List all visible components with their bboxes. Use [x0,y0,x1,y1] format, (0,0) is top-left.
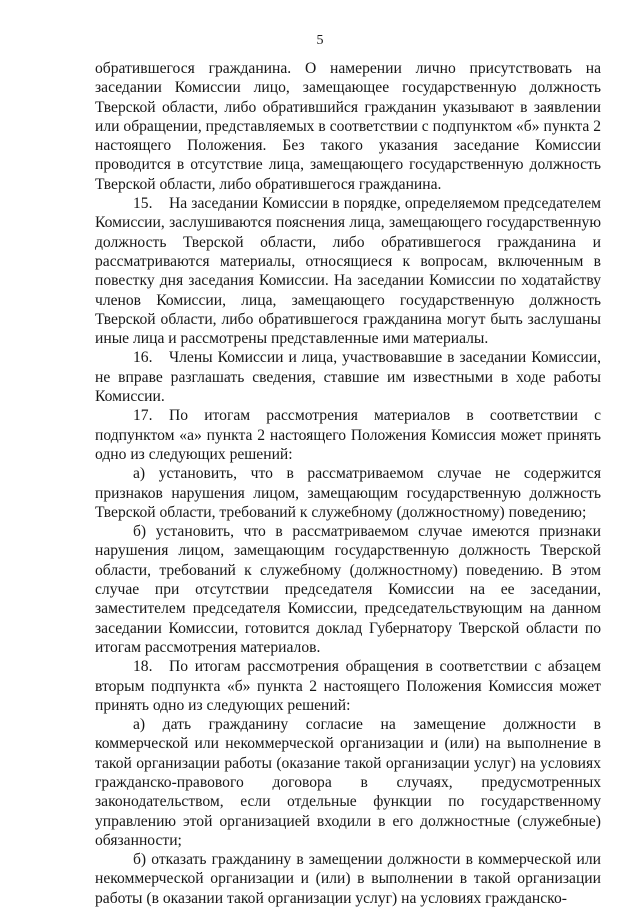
paragraph-text: Члены Комиссии и лица, участвовавшие в заседании Комиссии, не вправе разглашать сведения, ставшие им известными в ходе работы Комиссии. [95,349,601,406]
item-number: 16. [133,349,153,367]
paragraph-subitem-17a [95,464,601,522]
paragraph-subitem-18a [95,715,601,850]
paragraph-item-15 [95,194,601,348]
item-number: 18. [133,658,153,676]
paragraph-text: а) дать гражданину согласие на замещение должности в коммерческой или некоммерческой организации и (или) на выполнение в такой организации работы (оказание такой организации услуг) на условиях гражданско-правового договора в случаях, предусмотренных законодательством, если отдельные функции по государственному управлению этой организацией входили в его должностные (служебные) обязанности; [95,716,601,849]
item-number: 15. [133,195,153,213]
item-number: 17. [133,407,153,425]
paragraph-subitem-17b [95,522,601,657]
document-body [95,59,601,908]
paragraph-text: а) установить, что в рассматриваемом случае не содержится признаков нарушения лицом, замещающим государственную должность Тверской области, требований к служебному (должностному) поведению; [95,465,601,521]
paragraph-subitem-18b [95,850,601,908]
paragraph-text: б) отказать гражданину в замещении должности в коммерческой или некоммерческой организации и (или) в выполнении в такой организации работы (в оказании такой организации услуг) на условиях гражданско- [95,851,601,907]
paragraph-continuation [95,59,601,194]
paragraph-item-17 [95,406,601,464]
page-number: 5 [316,33,324,48]
paragraph-text: По итогам рассмотрения обращения в соответствии с абзацем вторым подпункта «б» пункта 2 настоящего Положения Комиссия может принять одно из следующих решений: [95,658,601,714]
paragraph-text: По итогам рассмотрения материалов в соответствии с подпунктом «а» пункта 2 настоящего Положения Комиссия может принять одно из следующих решений: [95,407,601,463]
paragraph-item-16 [95,348,601,406]
paragraph-text: обратившегося гражданина. О намерении лично присутствовать на заседании Комиссии лицо, замещающее государственную должность Тверской области, либо обратившийся гражданин указывают в заявлении или обращении, представляемых в соответствии с подпунктом «б» пункта 2 настоящего Положения. Без такого указания заседание Комиссии проводится в отсутствие лица, замещающего государственную должность Тверской области, либо обратившегося гражданина. [95,60,601,193]
paragraph-item-18 [95,657,601,715]
paragraph-text: На заседании Комиссии в порядке, определяемом председателем Комиссии, заслушиваются пояснения лица, замещающего государственную должность Тверской области, либо обратившегося гражданина и рассматриваются материалы, относящиеся к вопросам, включенным в повестку дня заседания Комиссии. На заседании Комиссии по ходатайству членов Комиссии, лица, замещающего государственную должность Тверской области, либо обратившегося гражданина могут быть заслушаны иные лица и рассмотрены представленные ими материалы. [95,195,601,348]
paragraph-text: б) установить, что в рассматриваемом случае имеются признаки нарушения лицом, замещающим государственную должность Тверской области, требований к служебному (должностному) поведению. В этом случае при отсутствии председателя Комиссии на ее заседании, заместителем председателя Комиссии, председательствующим на данном заседании Комиссии, готовится доклад Губернатору Тверской области по итогам рассмотрения материалов. [95,523,601,656]
